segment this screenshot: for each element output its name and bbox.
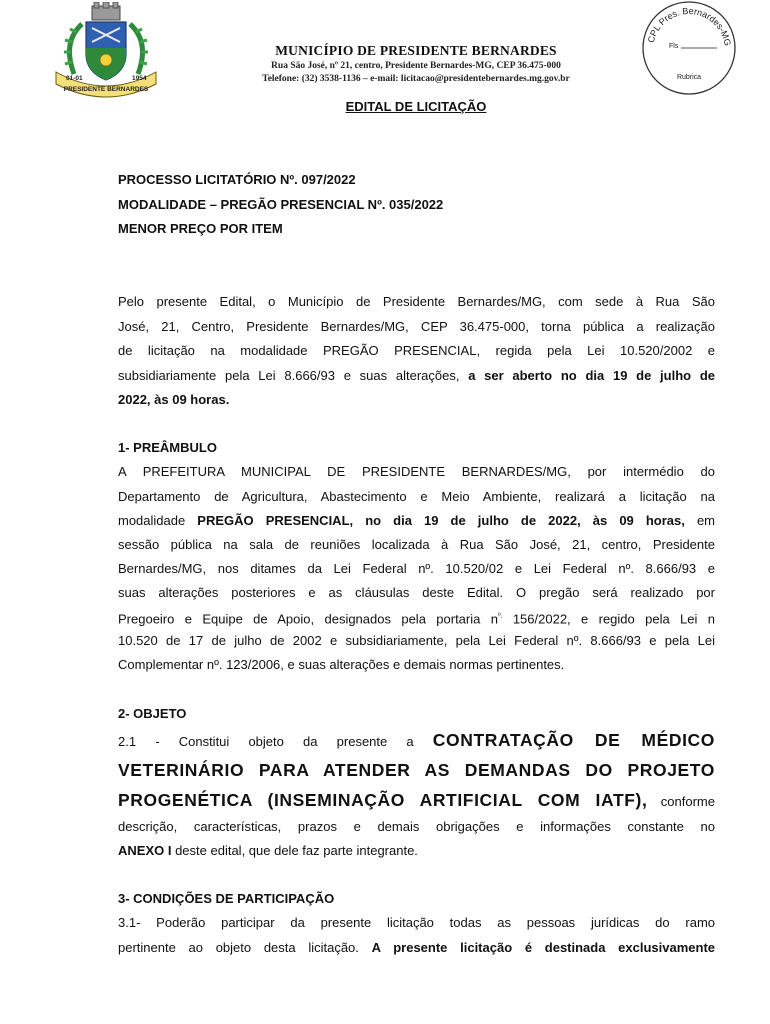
s1-line-3: modalidade PREGÃO PRESENCIAL, no dia 19 de julho de 2022, às 09 horas, em	[118, 513, 716, 528]
stamp-ring-text: CPL Pres. Bernardes-MG	[645, 5, 733, 47]
crest-year-right: 1954	[132, 75, 147, 82]
municipality-contact: Telefone: (32) 3538-1136 – e-mail: licitacao@presidentebernardes.mg.gov.br	[262, 74, 570, 84]
s1-line-5: Bernardes/MG, nos ditames da Lei Federal nº. 10.520/02 e Lei Federal nº. 8.666/93 e	[118, 561, 715, 576]
s1-line-7: Pregoeiro e Equipe de Apoio, designados pela portaria $n^{º.}$ 156/2022, e regido pela Lei n	[118, 611, 715, 627]
cpl-stamp	[639, 0, 739, 96]
s1-line-9: Complementar nº. 123/2006, e suas alterações e demais normas pertinentes.	[118, 657, 565, 672]
criterion: MENOR PREÇO POR ITEM	[118, 221, 283, 236]
section-1-heading: 1- PREÂMBULO	[118, 440, 217, 455]
s3-line-1: 3.1- Poderão participar da presente licitação todas as pessoas jurídicas do ramo	[118, 915, 715, 930]
s1-line-6: suas alterações posteriores e as cláusulas deste Edital. O pregão será realizado por	[118, 585, 715, 600]
stamp-rubrica-label: Rubrica	[676, 74, 702, 81]
s2-line-1: 2.1 - Constitui objeto da presente a CONTRATAÇÃO DE MÉDICO	[118, 730, 715, 750]
modality: MODALIDADE – PREGÃO PRESENCIAL Nº. 035/2022	[118, 197, 444, 212]
crest-year-left: 01-01	[66, 75, 83, 82]
s1-line-8: 10.520 de 17 de julho de 2002 e subsidiariamente, pela Lei Federal nº. 8.666/93 e pela Lei	[118, 633, 715, 648]
municipality-title: MUNICÍPIO DE PRESIDENTE BERNARDES	[275, 43, 557, 58]
intro-line-5: 2022, às 09 horas.	[118, 392, 230, 407]
s1-line-1: A PREFEITURA MUNICIPAL DE PRESIDENTE BERNARDES/MG, por intermédio do	[118, 464, 715, 479]
s2-line-5: ANEXO I deste edital, que dele faz parte integrante.	[118, 843, 418, 858]
section-3-heading: 3- CONDIÇÕES DE PARTICIPAÇÃO	[118, 891, 335, 906]
intro-line-4: subsidiariamente pela Lei 8.666/93 e suas alterações, a ser aberto no dia 19 de julho de	[118, 368, 715, 383]
stamp-fls-label: Fls	[669, 43, 679, 50]
process-number: PROCESSO LICITATÓRIO Nº. 097/2022	[118, 172, 356, 187]
s2-line-4: descrição, características, prazos e demais obrigações e informações constante no	[118, 819, 715, 834]
s1-line-2: Departamento de Agricultura, Abastecimento e Meio Ambiente, realizará a licitação na	[118, 489, 715, 504]
s1-line-4: sessão pública na sala de reuniões localizada à Rua São José, 21, centro, Presidente	[118, 537, 715, 552]
s2-line-3: PROGENÉTICA (INSEMINAÇÃO ARTIFICIAL COM IATF), conforme	[118, 790, 715, 810]
intro-line-1: Pelo presente Edital, o Município de Presidente Bernardes/MG, com sede à Rua São	[118, 294, 715, 309]
municipality-address: Rua São José, nº 21, centro, Presidente Bernardes-MG, CEP 36.475-000	[271, 61, 561, 71]
s3-line-2: pertinente ao objeto desta licitação. A presente licitação é destinada exclusivamente	[118, 940, 715, 955]
s2-line-2: VETERINÁRIO PARA ATENDER AS DEMANDAS DO PROJETO	[118, 760, 715, 780]
crest-banner-text: PRESIDENTE BERNARDES	[63, 86, 149, 93]
intro-line-2: José, 21, Centro, Presidente Bernardes/MG, CEP 36.475-000, torna pública a realização	[118, 319, 715, 334]
document-title: EDITAL DE LICITAÇÃO	[345, 99, 487, 114]
section-2-heading: 2- OBJETO	[118, 706, 187, 721]
svg-text:CPL Pres. Bernardes-MG	[646, 6, 733, 47]
intro-line-3: de licitação na modalidade PREGÃO PRESENCIAL, regida pela Lei 10.520/2002 e	[118, 343, 715, 358]
